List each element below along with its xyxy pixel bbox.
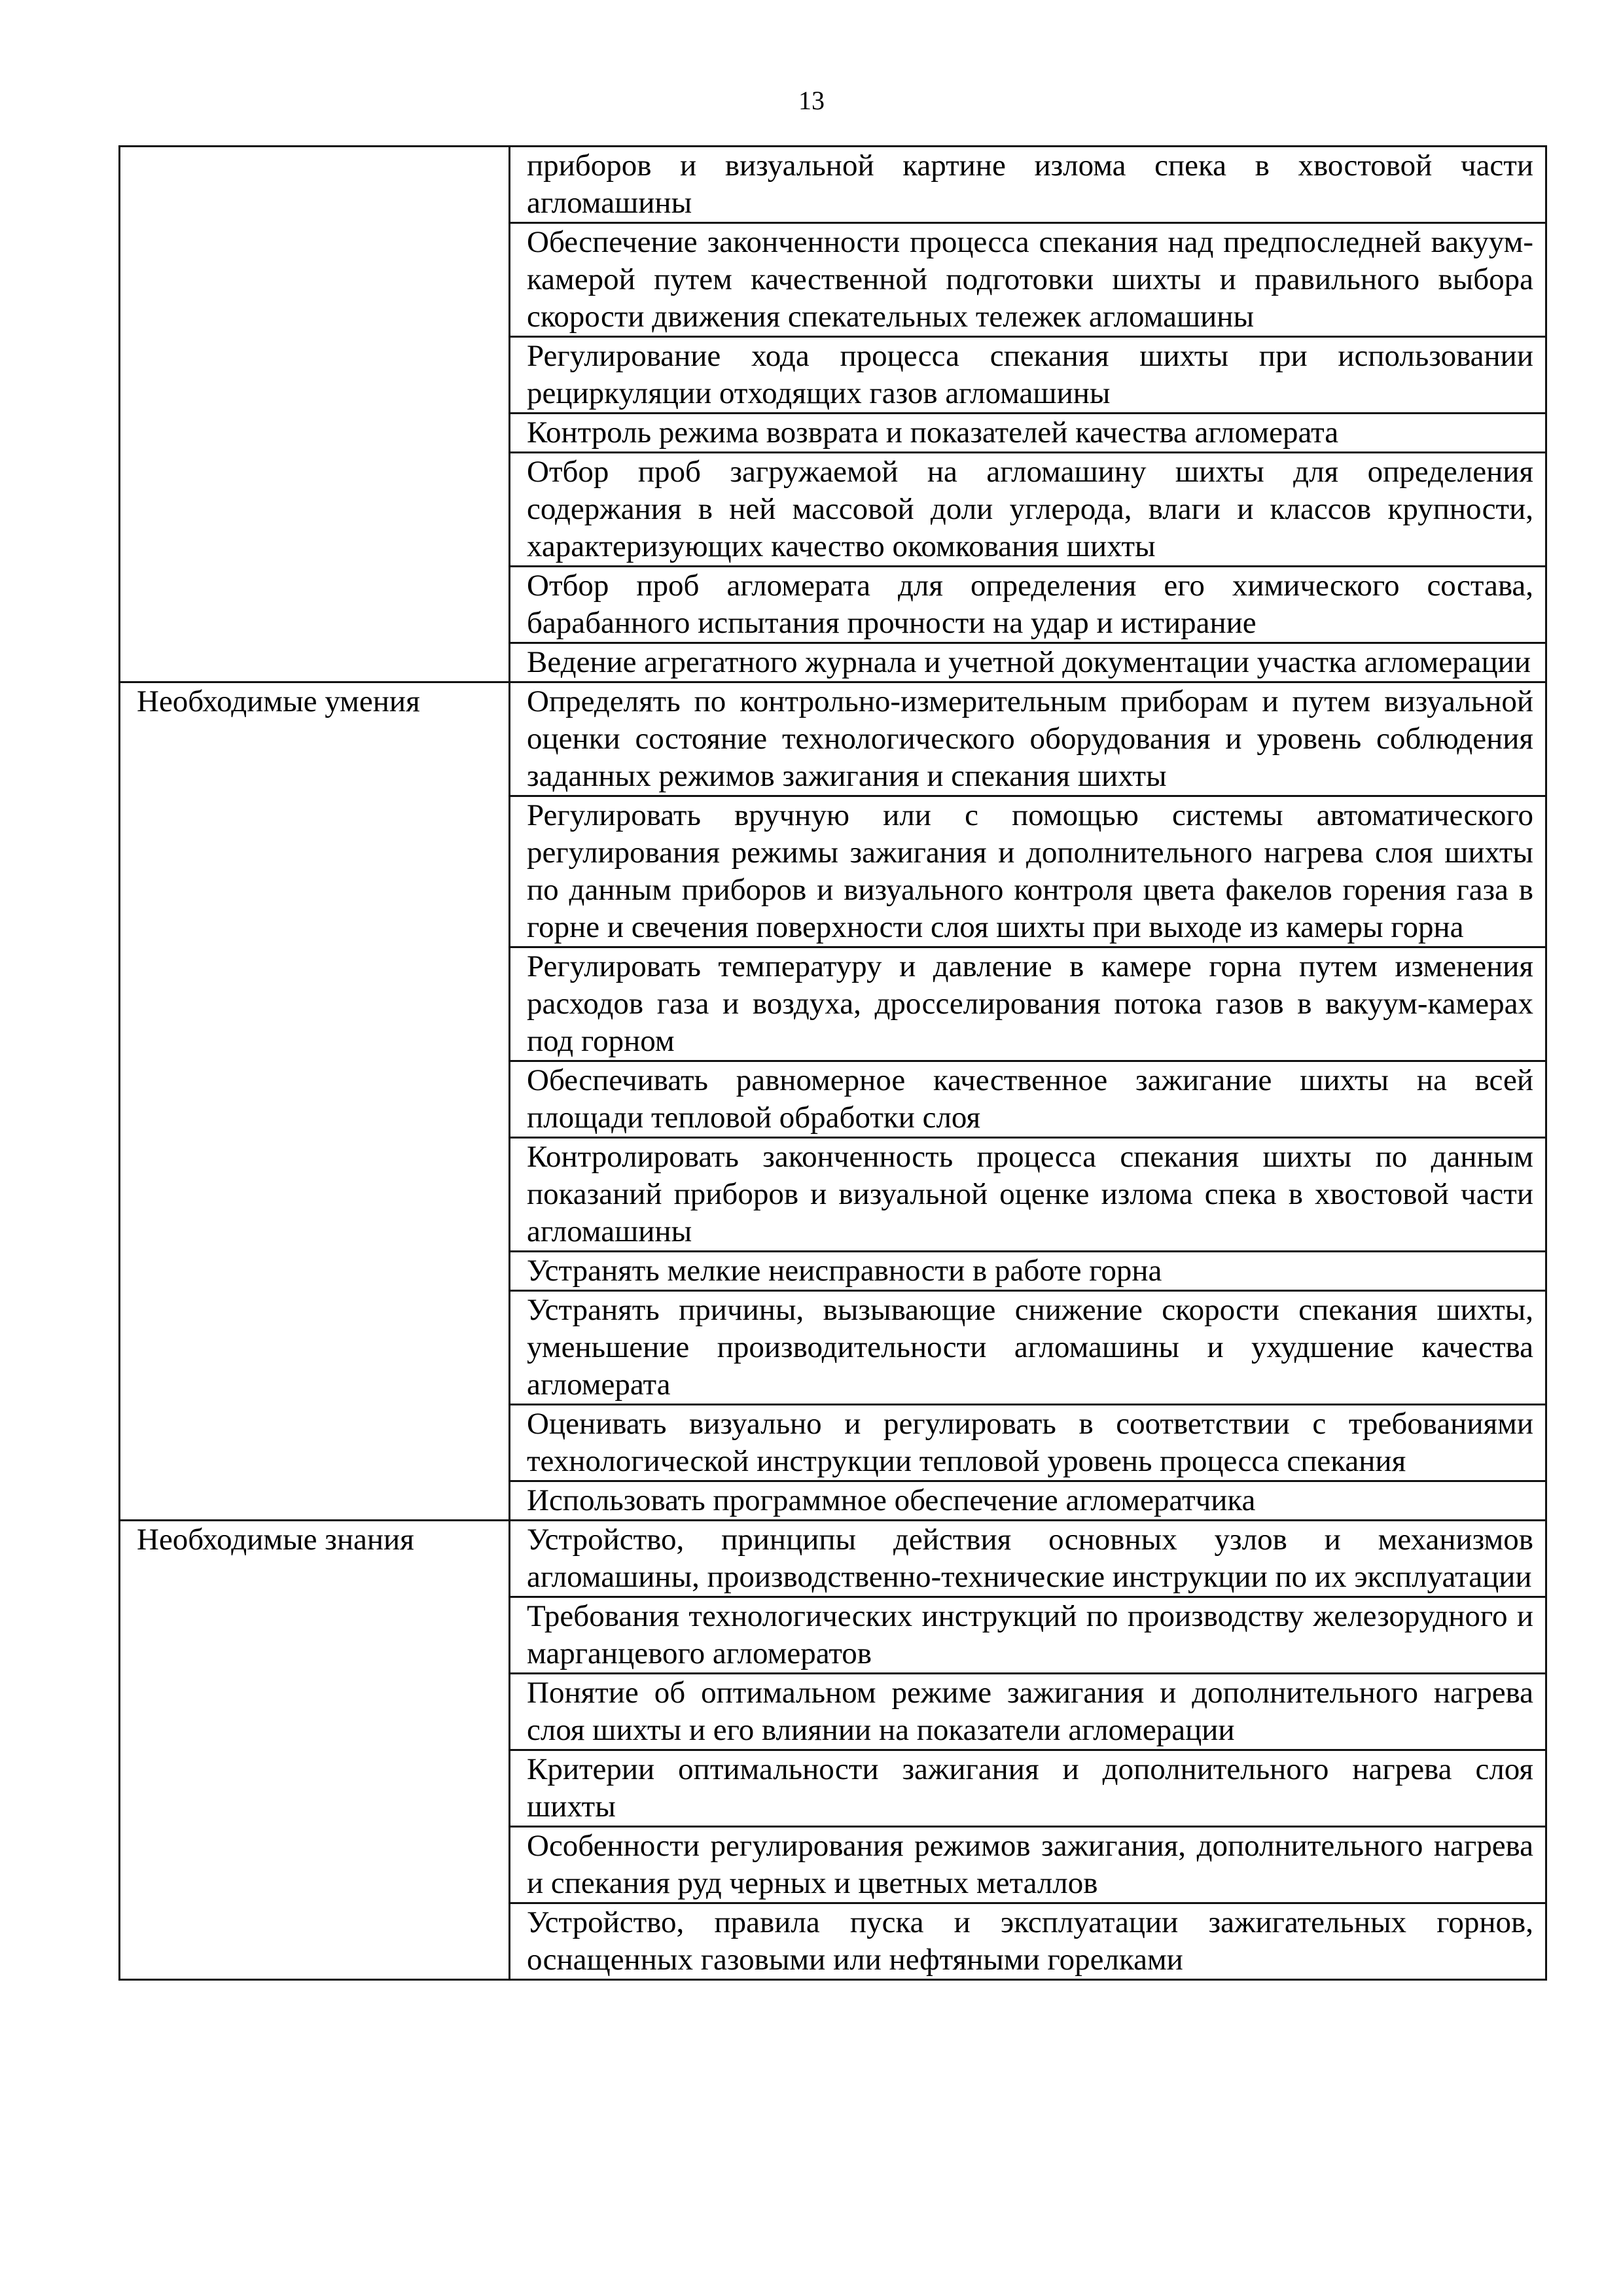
requirement-text: Определять по контрольно-измерительным приборам и путем визуальной оценки состояние технологического оборудования и уровень соблюдения заданных режимов зажигания и спекания шихты xyxy=(510,682,1546,796)
table-body xyxy=(120,147,1546,1980)
requirement-text: Регулировать температуру и давление в камере горна путем изменения расходов газа и воздуха, дросселирования потока газов в вакуум-камерах под горном xyxy=(510,947,1546,1061)
table-row xyxy=(120,147,1546,223)
requirement-text: Ведение агрегатного журнала и учетной документации участка агломерации xyxy=(510,643,1546,682)
requirement-text: Обеспечивать равномерное качественное зажигание шихты на всей площади тепловой обработки слоя xyxy=(510,1061,1546,1138)
requirements-table xyxy=(118,145,1547,1981)
requirement-text: Регулировать вручную или с помощью системы автоматического регулирования режимы зажигания и дополнительного нагрева слоя шихты по данным приборов и визуального контроля цвета факелов горения газа в горне и свечения поверхности слоя шихты при выходе из камеры горна xyxy=(510,796,1546,947)
requirement-text: Использовать программное обеспечение агломератчика xyxy=(510,1481,1546,1521)
requirement-text: Критерии оптимальности зажигания и дополнительного нагрева слоя шихты xyxy=(510,1750,1546,1827)
section-label: Необходимые знания xyxy=(120,1521,510,1980)
requirement-text: Отбор проб загружаемой на агломашину шихты для определения содержания в ней массовой доли углерода, влаги и классов крупности, характеризующих качество окомкования шихты xyxy=(510,453,1546,567)
requirement-text: Устранять причины, вызывающие снижение скорости спекания шихты, уменьшение производительности агломашины и ухудшение качества агломерата xyxy=(510,1291,1546,1405)
table-row xyxy=(120,1521,1546,1597)
requirement-text: Устройство, принципы действия основных узлов и механизмов агломашины, производственно-технические инструкции по их эксплуатации xyxy=(510,1521,1546,1597)
requirement-text: Обеспечение законченности процесса спекания над предпоследней вакуум-камерой путем качественной подготовки шихты и правильного выбора скорости движения спекательных тележек агломашины xyxy=(510,223,1546,337)
section-label xyxy=(120,147,510,682)
requirement-text: Требования технологических инструкций по производству железорудного и марганцевого агломератов xyxy=(510,1597,1546,1674)
requirement-text: Контроль режима возврата и показателей качества агломерата xyxy=(510,414,1546,453)
requirement-text: Особенности регулирования режимов зажигания, дополнительного нагрева и спекания руд черных и цветных металлов xyxy=(510,1827,1546,1903)
requirement-text: Понятие об оптимальном режиме зажигания и дополнительного нагрева слоя шихты и его влиянии на показатели агломерации xyxy=(510,1674,1546,1750)
requirement-text: Оценивать визуально и регулировать в соответствии с требованиями технологической инструкции тепловой уровень процесса спекания xyxy=(510,1405,1546,1481)
requirement-text: Устранять мелкие неисправности в работе горна xyxy=(510,1252,1546,1291)
requirement-text: приборов и визуальной картине излома спека в хвостовой части агломашины xyxy=(510,147,1546,223)
requirement-text: Контролировать законченность процесса спекания шихты по данным показаний приборов и визуальной оценке излома спека в хвостовой части агломашины xyxy=(510,1138,1546,1252)
section-label: Необходимые умения xyxy=(120,682,510,1521)
requirement-text: Отбор проб агломерата для определения его химического состава, барабанного испытания прочности на удар и истирание xyxy=(510,567,1546,643)
page-number: 13 xyxy=(798,86,825,115)
table-row xyxy=(120,682,1546,796)
requirement-text: Устройство, правила пуска и эксплуатации зажигательных горнов, оснащенных газовыми или нефтяными горелками xyxy=(510,1903,1546,1980)
requirement-text: Регулирование хода процесса спекания шихты при использовании рециркуляции отходящих газов агломашины xyxy=(510,337,1546,414)
